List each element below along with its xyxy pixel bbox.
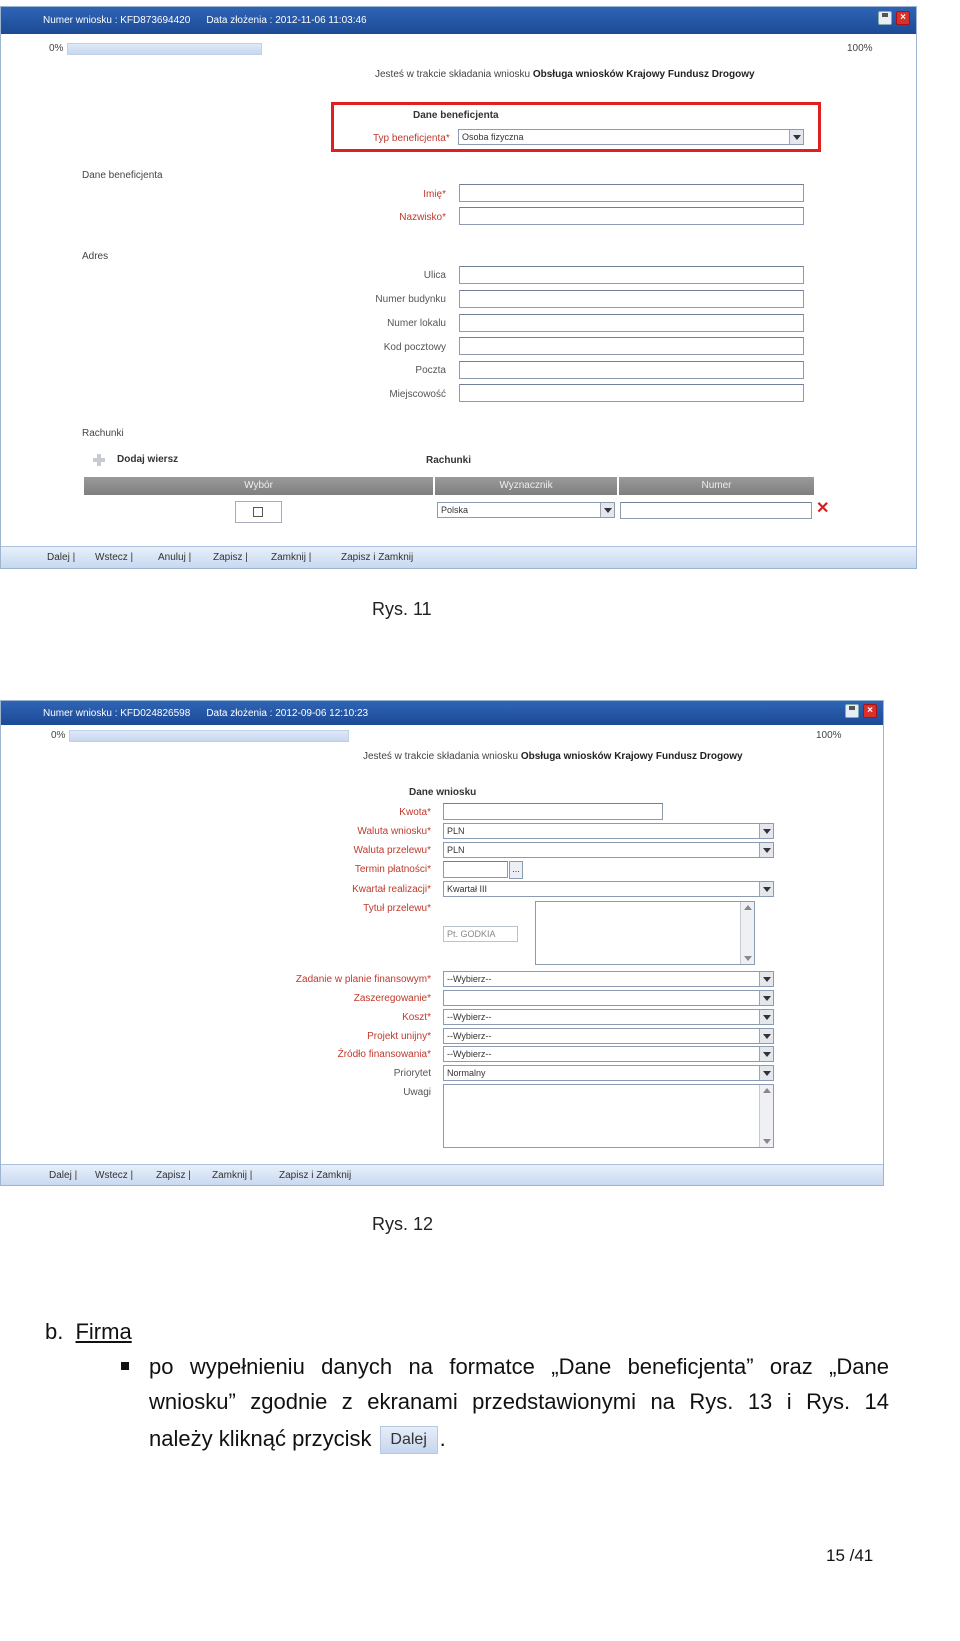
notes-label: Uwagi xyxy=(403,1087,431,1098)
chevron-down-icon xyxy=(759,1029,773,1043)
cost-label: Koszt * xyxy=(402,1012,431,1023)
postal-code-label: Kod pocztowy xyxy=(383,342,446,353)
designator-select[interactable] xyxy=(437,502,615,518)
section-address: Adres xyxy=(82,251,109,262)
apartment-number-label: Numer lokalu xyxy=(387,318,446,329)
transfer-currency-label: Waluta przelewu * xyxy=(354,845,431,856)
beneficiary-type-label: Typ beneficjenta * xyxy=(373,133,450,144)
transfer-title-textarea[interactable] xyxy=(535,901,755,965)
next-button[interactable]: Dalej | xyxy=(47,552,76,563)
application-currency-select[interactable] xyxy=(443,823,774,839)
chevron-down-icon xyxy=(759,1010,773,1024)
grid-col-designator[interactable]: Wyznacznik xyxy=(435,477,619,495)
chevron-down-icon xyxy=(759,882,773,896)
building-number-field[interactable] xyxy=(459,290,804,308)
highlight-heading: Dane beneficjenta xyxy=(413,110,499,121)
save-icon[interactable] xyxy=(845,704,859,718)
chevron-down-icon xyxy=(759,972,773,986)
funding-source-value: --Wybierz-- xyxy=(447,1049,492,1059)
grid-header xyxy=(84,477,814,495)
first-name-field[interactable] xyxy=(459,184,804,202)
cancel-button[interactable]: Anuluj | xyxy=(158,552,192,563)
application-number: Numer wniosku : KFD024826598 xyxy=(43,707,191,719)
close-button[interactable]: Zamknij | xyxy=(271,552,312,563)
eu-project-label: Projekt unijny * xyxy=(367,1031,431,1042)
back-button[interactable]: Wstecz | xyxy=(95,552,134,563)
application-currency-value: PLN xyxy=(447,826,465,836)
chevron-down-icon xyxy=(789,130,803,144)
building-number-label: Numer budynku xyxy=(375,294,446,305)
account-number-field[interactable] xyxy=(620,502,812,519)
bullet-line-3-suffix: . xyxy=(439,1426,446,1451)
chevron-down-icon xyxy=(759,991,773,1005)
notes-textarea[interactable] xyxy=(443,1084,774,1148)
save-and-close-button[interactable]: Zapisz i Zamknij xyxy=(341,552,414,563)
post-office-field[interactable] xyxy=(459,361,804,379)
payment-date-field[interactable] xyxy=(443,861,508,878)
first-name-label: Imię * xyxy=(423,189,446,200)
scrollbar[interactable] xyxy=(759,1085,773,1147)
form-heading: Dane wniosku xyxy=(409,787,477,798)
screenshot-rys-11 xyxy=(0,6,917,569)
chevron-down-icon xyxy=(600,503,614,517)
submission-date: Data złożenia : 2012-11-06 11:03:46 xyxy=(206,15,367,26)
financial-task-label: Zadanie w planie finansowym * xyxy=(296,974,431,985)
quarter-value: Kwartał III xyxy=(447,884,488,894)
bullet-line-1: po wypełnieniu danych na formatce „Dane beneficjenta” oraz „Dane xyxy=(149,1354,889,1379)
back-button[interactable]: Wstecz | xyxy=(95,1170,134,1181)
scrollbar[interactable] xyxy=(740,902,754,964)
street-label: Ulica xyxy=(423,270,446,281)
chevron-down-icon xyxy=(759,824,773,838)
progress-start-label: 0% xyxy=(49,43,64,54)
cost-value: --Wybierz-- xyxy=(447,1012,492,1022)
grid-col-number[interactable]: Numer xyxy=(701,480,732,491)
save-button[interactable]: Zapisz | xyxy=(156,1170,191,1181)
transfer-currency-value: PLN xyxy=(447,845,465,855)
priority-value: Normalny xyxy=(447,1068,486,1078)
bullet-line-3-text: należy kliknąć przycisk xyxy=(149,1426,372,1451)
transfer-title-hint: Pt. GODKIA xyxy=(443,926,518,942)
figure-caption-12: Rys. 12 xyxy=(372,1214,434,1234)
add-row-button[interactable]: Dodaj wiersz xyxy=(117,454,179,465)
next-button[interactable]: Dalej | xyxy=(49,1170,78,1181)
window-titlebar xyxy=(1,7,916,34)
window-titlebar xyxy=(1,701,883,725)
amount-label: Kwota * xyxy=(399,807,431,818)
city-label: Miejscowość xyxy=(389,389,446,400)
progress-bar xyxy=(69,730,349,742)
classification-select[interactable] xyxy=(443,990,774,1006)
action-bar xyxy=(1,546,916,568)
last-name-field[interactable] xyxy=(459,207,804,225)
section-beneficiary: Dane beneficjenta xyxy=(82,170,163,181)
save-button[interactable]: Zapisz | xyxy=(213,552,248,563)
grid-title: Rachunki xyxy=(426,455,472,466)
service-name: Obsługa wniosków Krajowy Fundusz Drogowy xyxy=(532,69,755,80)
grid-col-select[interactable]: Wybór xyxy=(84,477,435,495)
intro-text xyxy=(375,69,755,80)
progress-start-label: 0% xyxy=(51,730,66,741)
financial-task-select[interactable] xyxy=(443,971,774,987)
bullet-line-2: wniosku” zgodnie z ekranami przedstawionymi na Rys. 13 i Rys. 14 xyxy=(149,1389,889,1414)
quarter-label: Kwartał realizacji * xyxy=(352,884,431,895)
beneficiary-type-value: Osoba fizyczna xyxy=(462,132,524,142)
service-name: Obsługa wniosków Krajowy Fundusz Drogowy xyxy=(520,751,743,762)
progress-end-label: 100% xyxy=(816,730,842,741)
apartment-number-field[interactable] xyxy=(459,314,804,332)
financial-task-value: --Wybierz-- xyxy=(447,974,492,984)
priority-select[interactable] xyxy=(443,1065,774,1081)
last-name-label: Nazwisko * xyxy=(399,212,446,223)
progress-end-label: 100% xyxy=(847,43,873,54)
funding-source-select[interactable] xyxy=(443,1046,774,1062)
application-number: Numer wniosku : KFD873694420 xyxy=(43,15,191,26)
add-row-icon[interactable] xyxy=(93,454,105,466)
figure-caption-11: Rys. 11 xyxy=(372,599,432,619)
submission-date: Data złożenia : 2012-09-06 12:10:23 xyxy=(206,707,369,719)
delete-row-icon[interactable]: ✕ xyxy=(816,500,830,517)
screenshot-rys-12 xyxy=(0,700,884,1186)
payment-date-label: Termin płatności * xyxy=(355,864,431,875)
save-icon[interactable] xyxy=(878,11,892,25)
intro-prefix: Jesteś w trakcie składania wniosku xyxy=(363,751,521,762)
quarter-select[interactable] xyxy=(443,881,774,897)
amount-field[interactable] xyxy=(443,803,663,820)
postal-code-field[interactable] xyxy=(459,337,804,355)
transfer-title-label: Tytuł przelewu * xyxy=(363,903,431,914)
close-icon[interactable]: × xyxy=(863,704,877,718)
page-number: 15 /41 xyxy=(826,1546,874,1565)
transfer-currency-select[interactable] xyxy=(443,842,774,858)
chevron-down-icon xyxy=(759,843,773,857)
funding-source-label: Źródło finansowania * xyxy=(338,1049,431,1060)
inline-next-button-image: Dalej xyxy=(380,1426,438,1454)
beneficiary-type-select[interactable] xyxy=(458,129,804,145)
section-letter: b. xyxy=(45,1319,64,1344)
section-accounts: Rachunki xyxy=(82,428,124,439)
row-checkbox[interactable] xyxy=(253,507,263,517)
designator-value: Polska xyxy=(441,505,469,515)
close-icon[interactable]: × xyxy=(896,11,910,25)
classification-label: Zaszeregowanie * xyxy=(354,993,431,1004)
bullet-line-3 xyxy=(149,1422,446,1456)
intro-text xyxy=(363,751,743,762)
chevron-down-icon xyxy=(759,1047,773,1061)
post-office-label: Poczta xyxy=(415,365,446,376)
section-title: Firma xyxy=(75,1319,132,1344)
section-heading xyxy=(45,1315,132,1349)
intro-prefix: Jesteś w trakcie składania wniosku xyxy=(375,69,533,80)
action-bar xyxy=(1,1164,883,1186)
bullet-marker xyxy=(121,1362,129,1370)
priority-label: Priorytet xyxy=(393,1068,431,1079)
application-currency-label: Waluta wniosku * xyxy=(357,826,431,837)
close-button[interactable]: Zamknij | xyxy=(212,1170,253,1181)
chevron-down-icon xyxy=(759,1066,773,1080)
date-picker-button[interactable]: ... xyxy=(509,861,523,879)
eu-project-select[interactable] xyxy=(443,1028,774,1044)
eu-project-value: --Wybierz-- xyxy=(447,1031,492,1041)
save-and-close-button[interactable]: Zapisz i Zamknij xyxy=(279,1170,352,1181)
city-field[interactable] xyxy=(459,384,804,402)
street-field[interactable] xyxy=(459,266,804,284)
progress-bar xyxy=(67,43,262,55)
cost-select[interactable] xyxy=(443,1009,774,1025)
